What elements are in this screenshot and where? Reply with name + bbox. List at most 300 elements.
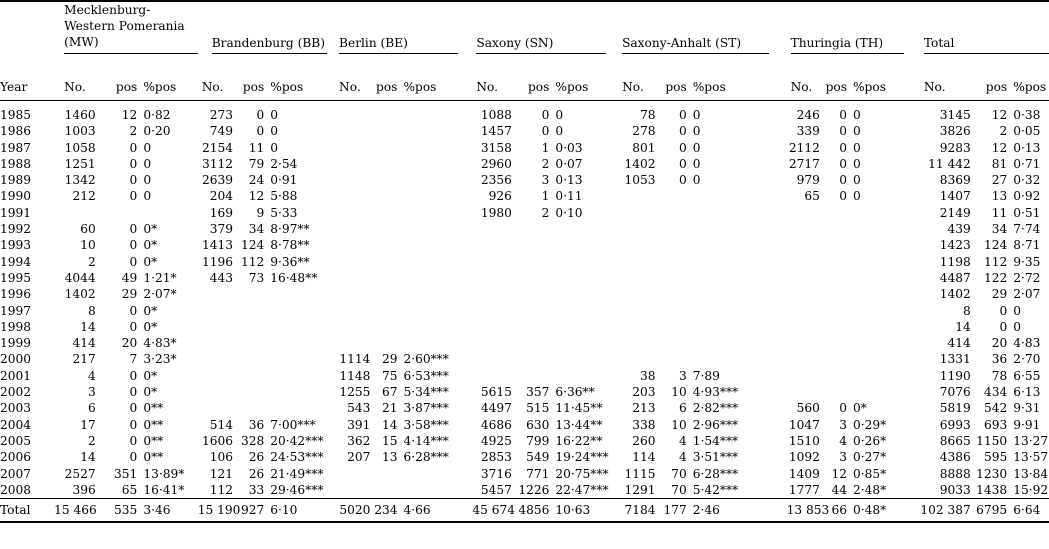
cell-be-no: 362 (347, 433, 371, 448)
cell-bb-pos: 26 (248, 450, 265, 465)
table-row (0, 107, 1049, 123)
cell-th-no: 339 (796, 124, 820, 139)
cell-be-pos: 75 (381, 368, 398, 383)
cell-total-no: 6993 (939, 417, 971, 432)
cell-total-pos: 13 (991, 189, 1008, 204)
cell-bb-pos (233, 303, 264, 319)
cell-total-pct: 13·27 (1013, 433, 1049, 448)
cell-total-pos: 124 (983, 238, 1008, 253)
cell-th-no (787, 221, 820, 237)
cell-bb-pct: 21·49*** (270, 466, 324, 481)
table-row (0, 384, 1049, 400)
cell-be-pos (370, 482, 397, 499)
cell-sn-no: 2356 (480, 173, 512, 188)
cell-be-pct: 6·53*** (403, 368, 449, 383)
cell-mw-pct: 0* (143, 368, 158, 383)
cell-total-pct: 0·38 (1013, 108, 1041, 122)
cell-total-no: 7076 (939, 385, 971, 400)
table-row (0, 303, 1049, 319)
cell-be-pos: 14 (381, 417, 398, 432)
cell-be-pct (397, 123, 472, 139)
cell-st-pct: 4·93*** (692, 385, 739, 400)
cell-th-no (787, 368, 820, 384)
cell-total-no: 11 442 (928, 156, 971, 171)
cell-st-pct: 2·96*** (692, 417, 739, 432)
cell-th-pos: 66 (820, 499, 847, 523)
cell-bb-pos: 328 (241, 433, 265, 448)
cell-bb-pct: 6·10 (264, 499, 335, 523)
cell-sn-pct: 0·10 (555, 205, 583, 220)
cell-mw-pos: 2 (129, 124, 138, 139)
cell-st-no: 1115 (624, 466, 656, 481)
cell-st-pct (687, 188, 787, 204)
subheader-total-pos: pos (971, 54, 1007, 101)
cell-total-no: 102 387 (920, 499, 971, 523)
cell-bb-pct: 0 (270, 140, 279, 155)
cell-mw-no: 1342 (64, 173, 96, 188)
cell-st-no (618, 270, 655, 286)
cell-st-pct (687, 254, 787, 270)
cell-th-no: 13 853 (787, 499, 820, 523)
cell-mw-pos: 0 (129, 156, 138, 171)
cell-bb-no: 443 (209, 270, 234, 285)
cell-bb-pct: 0 (270, 108, 279, 122)
cell-bb-pos: 33 (248, 482, 265, 497)
cell-total-pct: 7·74 (1013, 222, 1041, 237)
subheader-mw-no: No. (54, 54, 96, 101)
cell-st-pos (656, 303, 687, 319)
cell-total-pct: 0·51 (1013, 205, 1041, 220)
table-row (0, 482, 1049, 499)
cell-be-pos (370, 286, 397, 302)
cell-mw-pct: 0 (143, 173, 152, 188)
subheader-sn-pct: %pos (549, 54, 618, 101)
cell-total-pos: 0 (999, 303, 1008, 318)
cell-th-pct: 2·48* (852, 482, 887, 497)
cell-sn-pos: 630 (526, 417, 550, 432)
cell-mw-pos: 0 (129, 450, 138, 465)
cell-be-pct (397, 303, 472, 319)
cell-mw-pct: 0 (143, 140, 152, 155)
table-row (0, 286, 1049, 302)
cell-st-no: 114 (632, 450, 656, 465)
subheader-mw-pos: pos (96, 54, 138, 101)
cell-be-no (335, 172, 370, 188)
cell-sn-pos (512, 237, 549, 253)
cell-sn-no (472, 303, 512, 319)
cell-bb-no: 15 190 (198, 499, 233, 523)
cell-be-no: 5020 (335, 499, 370, 523)
cell-total-pct: 6·13 (1013, 385, 1041, 400)
year-header: Year (0, 54, 54, 101)
cell-sn-pos: 515 (526, 401, 550, 416)
cell-st-pct (687, 237, 787, 253)
group-label-bb: Brandenburg (BB) (212, 36, 327, 54)
cell-sn-no: 45 674 (472, 499, 512, 523)
cell-bb-no (198, 286, 233, 302)
cell-be-pos (370, 254, 397, 270)
cell-mw-no: 8 (87, 303, 96, 318)
cell-st-pct: 1·54*** (692, 433, 739, 448)
cell-total-pct: 13·57 (1013, 450, 1049, 465)
cell-sn-no: 2853 (480, 450, 512, 465)
cell-sn-pos: 2 (541, 156, 550, 171)
cell-bb-no: 112 (209, 482, 234, 497)
cell-mw-no: 10 (80, 238, 96, 253)
cell-total-no: 1198 (939, 254, 971, 269)
cell-st-pos: 6 (678, 401, 687, 416)
cell-be-pos (370, 335, 397, 351)
table-row (0, 237, 1049, 253)
cell-be-no (335, 107, 370, 123)
year-cell: 1996 (0, 287, 32, 302)
cell-bb-pct (264, 400, 335, 416)
year-cell: 1994 (0, 254, 32, 269)
cell-st-no (618, 351, 655, 367)
cell-mw-pct: 0** (143, 417, 164, 432)
cell-sn-no (472, 221, 512, 237)
cell-mw-pos: 49 (121, 270, 138, 285)
cell-total-pct: 6·64 (1007, 499, 1049, 523)
cell-bb-pct (264, 384, 335, 400)
cell-th-no (787, 351, 820, 367)
group-header-st (618, 1, 787, 54)
cell-bb-pos (233, 351, 264, 367)
cell-total-pos: 81 (991, 156, 1008, 171)
cell-th-no: 560 (796, 401, 820, 416)
cell-sn-pct: 0·11 (555, 189, 583, 204)
cell-th-pos: 44 (831, 482, 847, 497)
cell-total-pos: 1150 (976, 433, 1008, 448)
cell-sn-pct: 13·44** (555, 417, 603, 432)
cell-th-no (787, 335, 820, 351)
cell-th-pos: 0 (839, 140, 847, 155)
cell-st-no: 338 (632, 417, 656, 432)
cell-total-no: 1423 (939, 238, 971, 253)
cell-sn-pct (549, 335, 618, 351)
cell-st-no: 7184 (618, 499, 655, 523)
cell-th-pct (847, 384, 920, 400)
cell-mw-pct: 0** (143, 433, 164, 448)
cell-be-pct (397, 172, 472, 188)
cell-st-pct: 0 (692, 140, 701, 155)
cell-total-pos: 1438 (976, 482, 1008, 497)
cell-total-pct: 9·31 (1013, 401, 1041, 416)
cell-th-pct: 0 (852, 140, 861, 155)
cell-bb-no: 1196 (202, 254, 234, 269)
subheader-st-pct: %pos (687, 54, 787, 101)
cell-mw-no: 14 (80, 319, 96, 334)
cell-mw-no: 1251 (64, 156, 96, 171)
year-cell: 2004 (0, 417, 32, 432)
cell-total-pos: 12 (991, 108, 1008, 122)
cell-total-no: 2149 (939, 205, 971, 220)
cell-be-pct: 4·66 (397, 499, 472, 523)
year-cell: 1995 (0, 270, 32, 285)
cell-mw-no: 2 (87, 254, 96, 269)
cell-be-pos (370, 156, 397, 172)
cell-be-no (335, 254, 370, 270)
cell-be-pct: 2·60*** (403, 352, 449, 367)
cell-sn-pos: 549 (526, 450, 550, 465)
cell-mw-pos (96, 205, 138, 221)
cell-st-pct: 5·42*** (692, 482, 739, 497)
cell-be-pos: 29 (381, 352, 398, 367)
cell-bb-no: 1606 (202, 433, 234, 448)
cell-total-no: 1402 (939, 287, 971, 302)
subheader-th-no: No. (787, 54, 820, 101)
cell-sn-pct (549, 368, 618, 384)
cell-be-pct (397, 270, 472, 286)
cell-be-pos: 67 (381, 385, 398, 400)
cell-total-no: 4487 (939, 270, 971, 285)
group-header-bb (198, 1, 335, 54)
cell-be-pos: 13 (381, 450, 398, 465)
cell-th-no: 246 (796, 108, 820, 122)
cell-st-pos (656, 221, 687, 237)
cell-bb-pos: 0 (256, 124, 265, 139)
cell-st-no (618, 188, 655, 204)
cell-mw-pos: 0 (129, 319, 138, 334)
year-cell: 2003 (0, 401, 32, 416)
cell-th-pos: 0 (839, 124, 847, 139)
cell-be-no (335, 156, 370, 172)
cell-th-pos (820, 303, 847, 319)
cell-be-pct: 6·28*** (403, 450, 449, 465)
cell-sn-pct: 20·75*** (555, 466, 609, 481)
cell-sn-pos (512, 351, 549, 367)
cell-bb-pct (264, 368, 335, 384)
cell-st-pos: 0 (678, 108, 687, 122)
year-cell: Total (0, 499, 54, 523)
cell-total-pct: 2·70 (1013, 352, 1041, 367)
cell-th-pos (820, 351, 847, 367)
cell-mw-no: 217 (72, 352, 96, 367)
cell-bb-pos: 73 (248, 270, 265, 285)
cell-sn-no: 926 (488, 189, 512, 204)
cell-sn-pos (512, 286, 549, 302)
cell-th-pct (847, 237, 920, 253)
cell-total-pos: 78 (991, 368, 1008, 383)
cell-st-pct: 3·51*** (692, 450, 739, 465)
cell-bb-pos: 112 (241, 254, 265, 269)
cell-st-pos (656, 188, 687, 204)
cell-sn-pos (512, 303, 549, 319)
cell-sn-no (472, 335, 512, 351)
cell-sn-pos: 1 (541, 140, 550, 155)
cell-mw-pos: 0 (129, 173, 138, 188)
cell-th-pct (847, 303, 920, 319)
cell-total-pos: 27 (991, 173, 1008, 188)
cell-total-no: 8888 (939, 466, 971, 481)
cell-bb-pct: 0·91 (270, 173, 298, 188)
cell-total-no: 9033 (939, 482, 971, 497)
cell-st-pct: 0 (692, 108, 701, 122)
cell-be-no (335, 335, 370, 351)
cell-th-no (787, 319, 820, 335)
cell-be-pos: 234 (370, 499, 397, 523)
cell-be-no: 1148 (339, 368, 371, 383)
cell-total-pct: 0 (1013, 303, 1021, 318)
cell-total-pos: 11 (991, 205, 1008, 220)
cell-mw-pct: 2·07* (143, 287, 177, 302)
cell-th-pos (820, 384, 847, 400)
cell-sn-pos (512, 319, 549, 335)
cell-total-pct: 9·35 (1013, 254, 1041, 269)
cell-sn-pct: 0·07 (555, 156, 583, 171)
cell-bb-pct: 20·42*** (270, 433, 324, 448)
cell-mw-pct: 3·23* (143, 352, 177, 367)
cell-sn-pct (549, 270, 618, 286)
cell-bb-no: 273 (209, 108, 234, 122)
cell-th-pos (820, 368, 847, 384)
subheader-total-no: No. (920, 54, 971, 101)
cell-mw-no: 60 (80, 222, 96, 237)
cell-total-pos: 542 (983, 401, 1008, 416)
table-row (0, 188, 1049, 204)
cell-st-no: 801 (632, 140, 656, 155)
cell-sn-pct (549, 237, 618, 253)
cell-total-no: 4386 (939, 450, 971, 465)
cell-sn-pct: 11·45** (555, 401, 603, 416)
cell-total-pos: 1230 (976, 466, 1008, 481)
cell-be-pct (397, 319, 472, 335)
cell-sn-no (472, 286, 512, 302)
cell-be-no: 543 (347, 401, 371, 416)
cell-bb-pos (233, 335, 264, 351)
cell-total-pct: 8·71 (1013, 238, 1041, 253)
cell-bb-pos (233, 384, 264, 400)
cell-st-no (618, 254, 655, 270)
cell-mw-pct: 0·82 (143, 108, 171, 122)
cell-mw-no (54, 205, 96, 221)
year-cell: 2001 (0, 368, 32, 383)
cell-bb-pos: 124 (241, 238, 265, 253)
cell-sn-pos (512, 270, 549, 286)
cell-bb-pos: 36 (248, 417, 265, 432)
table-row (0, 417, 1049, 433)
cell-sn-no: 4686 (480, 417, 512, 432)
cell-st-pct: 0 (692, 156, 701, 171)
cell-be-no (335, 270, 370, 286)
cell-th-pos (820, 286, 847, 302)
cell-st-pct: 2·82*** (692, 401, 739, 416)
cell-total-pos: 36 (991, 352, 1008, 367)
cell-th-pct (847, 254, 920, 270)
cell-bb-pct (264, 286, 335, 302)
cell-mw-pos: 20 (121, 336, 138, 351)
cell-st-pct (687, 205, 787, 221)
cell-st-no: 203 (632, 385, 656, 400)
cell-be-pos (370, 221, 397, 237)
year-cell: 2005 (0, 433, 32, 448)
cell-st-pos: 10 (671, 417, 687, 432)
cell-sn-pct: 0 (555, 108, 564, 122)
cell-sn-no (472, 237, 512, 253)
table-row (0, 156, 1049, 172)
cell-th-pct (847, 335, 920, 351)
group-header-sn (472, 1, 618, 54)
cell-sn-no: 3158 (480, 140, 512, 155)
cell-mw-pct: 0·20 (143, 124, 171, 139)
cell-th-pct: 0* (852, 401, 867, 416)
cell-th-pos: 3 (839, 417, 847, 432)
cell-be-pct (397, 335, 472, 351)
cell-st-no (618, 237, 655, 253)
cell-th-no: 1047 (788, 417, 820, 432)
cell-sn-no: 4497 (480, 401, 512, 416)
cell-total-no: 8665 (939, 433, 971, 448)
subheader-th-pct: %pos (847, 54, 920, 101)
cell-be-pos (370, 188, 397, 204)
cell-st-pct (687, 319, 787, 335)
table-row (0, 351, 1049, 367)
cell-sn-pos (512, 335, 549, 351)
cell-sn-pct: 0·03 (555, 140, 583, 155)
cell-be-pos (370, 123, 397, 139)
cell-be-pos (370, 319, 397, 335)
cell-sn-pos: 3 (541, 173, 550, 188)
cell-bb-pos: 11 (248, 140, 265, 155)
cell-bb-pos: 79 (248, 156, 265, 171)
cell-bb-pos (233, 400, 264, 416)
cell-total-pos: 693 (983, 417, 1008, 432)
cell-mw-no: 6 (87, 401, 96, 416)
cell-mw-pos: 535 (96, 499, 138, 523)
year-cell: 2006 (0, 450, 32, 465)
cell-be-pos: 15 (381, 433, 398, 448)
cell-th-pct: 0·29* (852, 417, 887, 432)
cell-be-no (335, 205, 370, 221)
year-cell: 1998 (0, 319, 32, 334)
cell-mw-pct: 3·46 (137, 499, 197, 523)
cell-th-no: 2717 (788, 156, 820, 171)
cell-bb-pct: 9·36** (270, 254, 310, 269)
cell-total-pct: 6·55 (1013, 368, 1041, 383)
cell-st-pct (687, 335, 787, 351)
cell-total-pct: 0·05 (1013, 124, 1041, 139)
cell-st-pos: 0 (678, 156, 687, 171)
cell-mw-pos: 7 (129, 352, 138, 367)
cell-bb-pos: 12 (248, 189, 265, 204)
subheader-bb-pct: %pos (264, 54, 335, 101)
cell-st-pct: 2·46 (687, 499, 787, 523)
cell-bb-pos (233, 286, 264, 302)
subheader-bb-no: No. (198, 54, 233, 101)
cell-st-pos (656, 319, 687, 335)
cell-mw-pct: 4·83* (143, 336, 177, 351)
subheader-sn-no: No. (472, 54, 512, 101)
cell-th-no: 979 (796, 173, 820, 188)
cell-sn-pct: 19·24*** (555, 450, 609, 465)
cell-mw-pos: 0 (129, 140, 138, 155)
cell-bb-no (198, 384, 233, 400)
cell-sn-pos: 0 (541, 124, 550, 139)
cell-sn-pct (549, 303, 618, 319)
group-header-th (787, 1, 920, 54)
cell-mw-pos: 351 (114, 466, 138, 481)
cell-mw-no: 1003 (64, 124, 96, 139)
cell-mw-no: 1058 (64, 140, 96, 155)
cell-bb-no: 514 (209, 417, 234, 432)
cell-mw-pct: 0* (143, 238, 158, 253)
cell-total-pos: 434 (983, 385, 1008, 400)
cell-bb-pos (233, 319, 264, 335)
cell-th-no: 65 (804, 189, 820, 204)
cell-bb-pos: 0 (256, 108, 265, 122)
cell-mw-pos: 29 (121, 287, 138, 302)
year-cell: 1989 (0, 173, 32, 188)
